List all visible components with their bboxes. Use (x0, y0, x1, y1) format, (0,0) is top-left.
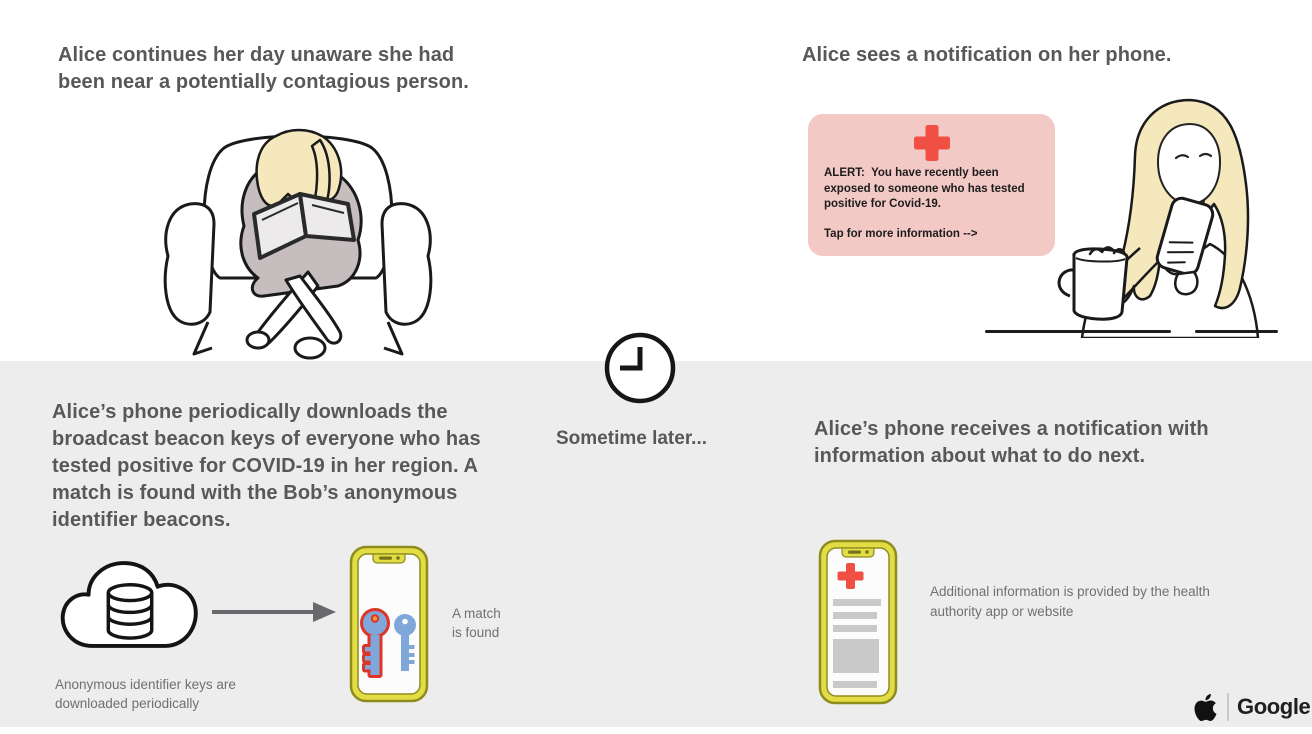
database-cylinder-icon (108, 585, 151, 638)
phone-with-keys-illustration (349, 545, 429, 703)
table-line (1195, 330, 1278, 333)
scene3-heading: Alice’s phone periodically downloads the broadcast beacon keys of everyone who has tested positive for COVID-19 in her region. A match is found with the Bob’s anonymous identifier beacons. (52, 401, 481, 531)
google-logo: Google (1237, 694, 1311, 719)
info-caption: Additional information is provided by the health authority app or website (930, 584, 1210, 619)
brand-divider (1227, 693, 1229, 721)
cloud-database-icon (57, 551, 205, 658)
match-caption: A match is found (452, 606, 501, 640)
scene2-heading: Alice sees a notification on her phone. (802, 44, 1172, 66)
interlude-label: Sometime later... (556, 428, 708, 449)
mug-icon (1059, 247, 1127, 319)
alice-face (1158, 124, 1220, 204)
cloud-caption: Anonymous identifier keys are downloaded periodically (55, 677, 236, 711)
scene4-heading: Alice’s phone receives a notification with information about what to do next. (814, 418, 1209, 467)
exposure-alert-card (808, 114, 1055, 256)
alice-hand (1175, 272, 1197, 294)
alert-tap-hint: Tap for more information --> (824, 228, 978, 240)
alice-phone-illustration (1040, 96, 1298, 338)
clock-icon (602, 330, 678, 406)
medical-cross-icon (912, 125, 952, 161)
scene1-heading: Alice continues her day unaware she had been near a potentially contagious person. (58, 44, 469, 93)
alert-message: ALERT: You have recently been exposed to someone who has tested positive for Covid-19. (824, 167, 1028, 210)
apple-logo-icon (1192, 693, 1219, 722)
phone-notification-illustration (818, 539, 898, 705)
download-arrow-icon (210, 598, 336, 626)
table-line (985, 330, 1171, 333)
branding-row (1192, 691, 1310, 723)
alice-reading-illustration (158, 108, 438, 364)
